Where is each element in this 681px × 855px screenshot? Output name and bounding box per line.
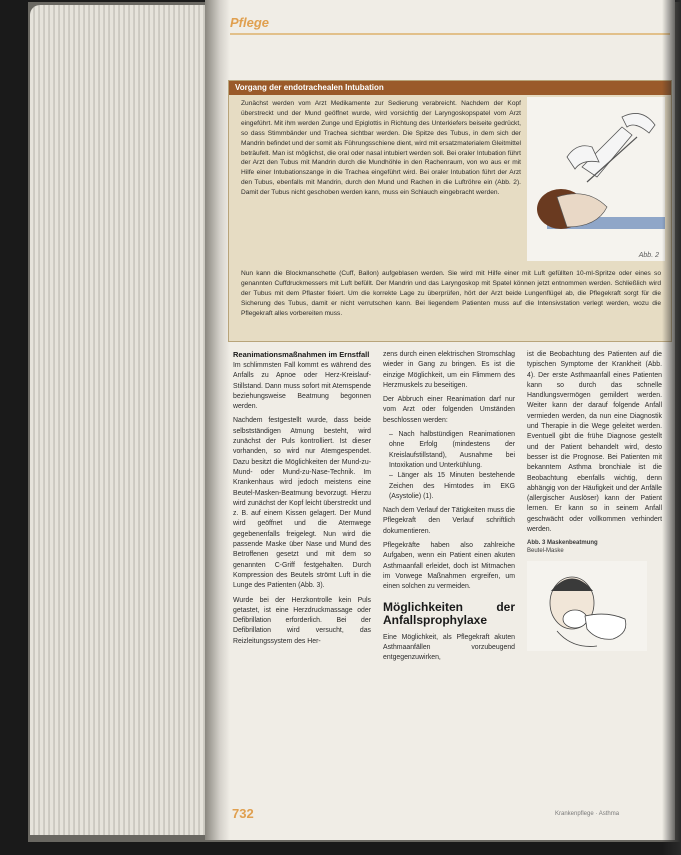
page-number: 732 (232, 806, 254, 821)
column-left (233, 350, 371, 651)
info-box-title: Vorgang der endotrachealen Intubation (229, 81, 671, 95)
info-box-text-continued: Nun kann die Blockmanschette (Cuff, Ballon) aufgeblasen werden. Sie wird mit Hilfe einer mit Luft gefüllten 10-ml-Spritze oder eines so genannten Cuffdruckmessers mit Luft befüllt. Der Mandrin und das Laryngoskop mit Spatel können jetzt entnommen werden. Schließlich wird der Tubus mit dem Pflaster fixiert. Um die korrekte Lage zu überprüfen, hört der Arzt beide Lungenflügel ab, die Pflegekraft sorgt für die Sicherung des Tubus, damit er nicht verrutschen kann. Bei liegendem Patienten muss auf die Intensivstation verlegt werden, wozu die Pflegekraft alles vorbereiten muss. (241, 270, 661, 317)
criteria-list (383, 430, 515, 502)
paragraph: Pflegekräfte haben also zahlreiche Aufgaben, wenn ein Patient einen akuten Asthmaanfall erleidet, doch ist Mitmachen im Vorwege Maßnahmen ergreifen, um einen solchen zu vermeiden. (383, 542, 515, 591)
paragraph: Nachdem festgestellt wurde, dass beide selbstständigen Atmung besteht, wird zunächst der Puls kontrolliert. Ist dieser vorhanden, so wird nur Atemgespendet. Dazu besitzt die Möglichkeiten der Mund-zu-Mund- oder Mund-zu-Nase-Technik. Im Krankenhaus wird jedoch meistens eine Beutel-Masken-Beatmung bevorzugt. Hierzu wird zunächst der Kopf leicht überstreckt und z. B. auf einem Kissen gelagert. Der Mund wird geöffnet und die Atemwege gegebenenfalls freigelegt. Nun wird die passende Maske über Nase und Mund des Betroffenen gesetzt und mit dem so genannten C-Griff festgehalten. Durch Kompression des Beutels strömt Luft in die Lunge des Patienten (Abb. 3). (233, 417, 371, 590)
paragraph: Nach dem Verlauf der Tätigkeiten muss die Pflegekraft den Verlauf schriftlich dokumentieren. (383, 507, 515, 535)
header-rule (230, 33, 670, 35)
section-heading: Möglichkeiten der Anfallsprophylaxe (383, 599, 515, 627)
column-right (527, 350, 662, 651)
column-middle (383, 350, 515, 667)
paragraph: Eine Möglichkeit, als Pflegekraft akuten Asthmaanfällen vorzubeugend entgegenzuwirken, (383, 633, 515, 662)
paragraph: zens durch einen elektrischen Stromschlag wieder in Gang zu bringen. Es ist die einzige Möglichkeit, um ein Flimmern des Herzmuskels zu beseitigen. (383, 351, 515, 389)
mask-ventilation-drawing (527, 561, 647, 651)
info-box-text: Zunächst werden vom Arzt Medikamente zur Sedierung verabreicht. Nachdem der Kopf überstreckt und der Mund geöffnet wurde, wird vorsichtig der Laryngoskopspatel vom Arzt eingeführt. Mit ihm werden Zunge und Epiglottis in Richtung des Unterkiefers beiseite gedrückt, so dass Stimmbänder und Trachea sichtbar werden. Die Spitze des Tubus, in dem sich der Mandrin befindet und der somit als Führungsschiene dient, wird mit ersatzmaterialem Gleitmittel beträufelt. Man ist möglichst, die oral oder nasal intubiert werden soll. Bei oraler Intubation führt der Arzt den Tubus mit Mandrin durch die Mundhöhle in den Rachenraum, von wo aus er mit Hilfe einer Intubationszange in die Trachea eingeführt wird. Bei oraler Intubation führt der Arzt den Tubus, ebenfalls mit Mandrin, durch den Mund und Rachen in die Luftröhre ein (Abb. 2). Damit der Tubus nicht geschoben werden kann, muss ein Schlauch eingebracht werden. (241, 100, 521, 197)
mask-ventilation-illustration (527, 561, 647, 651)
footer-text: Krankenpflege · Asthma (555, 811, 620, 817)
page-gutter (205, 0, 230, 840)
figure-caption (527, 539, 662, 555)
paragraph: Wurde bei der Herzkontrolle kein Puls getastet, ist eine Herzdruckmassage oder Defibrillation erforderlich. Bei der Defibrillation wird versucht, das Reizleitungssystem des Her- (233, 596, 371, 645)
paragraph: Im schlimmsten Fall kommt es während des Anfalls zu Apnoe oder Herz-Kreislauf-Stillstand. Dann muss sofort mit Atemspende beziehungsweise Beatmung begonnen werden. (233, 362, 371, 411)
intubation-illustration (527, 97, 665, 261)
figure-caption-title: Abb. 3 Maskenbeatmung (527, 540, 598, 547)
illustration-caption: Abb. 2 (638, 252, 659, 259)
section-header: Pflege (230, 15, 270, 30)
subheading-reanimation: Reanimationsmaßnahmen im Ernstfall (233, 350, 370, 359)
figure-caption-sub: Beutel-Maske (527, 548, 564, 555)
paragraph: Der Abbruch einer Reanimation darf nur vom Arzt oder folgenden Umständen beschlossen werden: (383, 396, 515, 424)
intubation-drawing (527, 97, 665, 261)
page-edges (30, 5, 220, 835)
info-box (228, 80, 672, 342)
list-item: – Länger als 15 Minuten bestehende Zeichen des Hirntodes im EKG (Asystolie) (1). (389, 471, 515, 502)
list-item: – Nach halbstündigen Reanimationen ohne Erfolg (mindestens der Kreislaufstillstand), Ausnahme bei Intoxikation und Unterkühlung. (389, 430, 515, 471)
page-shadow (662, 0, 681, 855)
paragraph: ist die Beobachtung des Patienten auf die typischen Symptome der Krankheit (Abb. 4). Der erste Asthmaanfall eines Patienten kann so durch das schnelle Handlungsvermögen gemildert werden. Weiter kann der darauf folgende Anfall vermieden werden, da nun eine Diagnostik und Therapie in die Wege geleitet werden. Eventuell gibt die frühe Diagnose gestellt und der Patient behandelt wird, desto besser ist die Prognose. Bei Patienten mit bekanntem Asthma bronchiale ist die Beobachtung ebenfalls wichtig, denn abhängig von der Häufigkeit und der Anfälle (allergischer Auslöser) kann der Patient lernen. Er kann so in seinem Anfall geschwächt oder vollkommen verhindert werden. (527, 351, 662, 534)
